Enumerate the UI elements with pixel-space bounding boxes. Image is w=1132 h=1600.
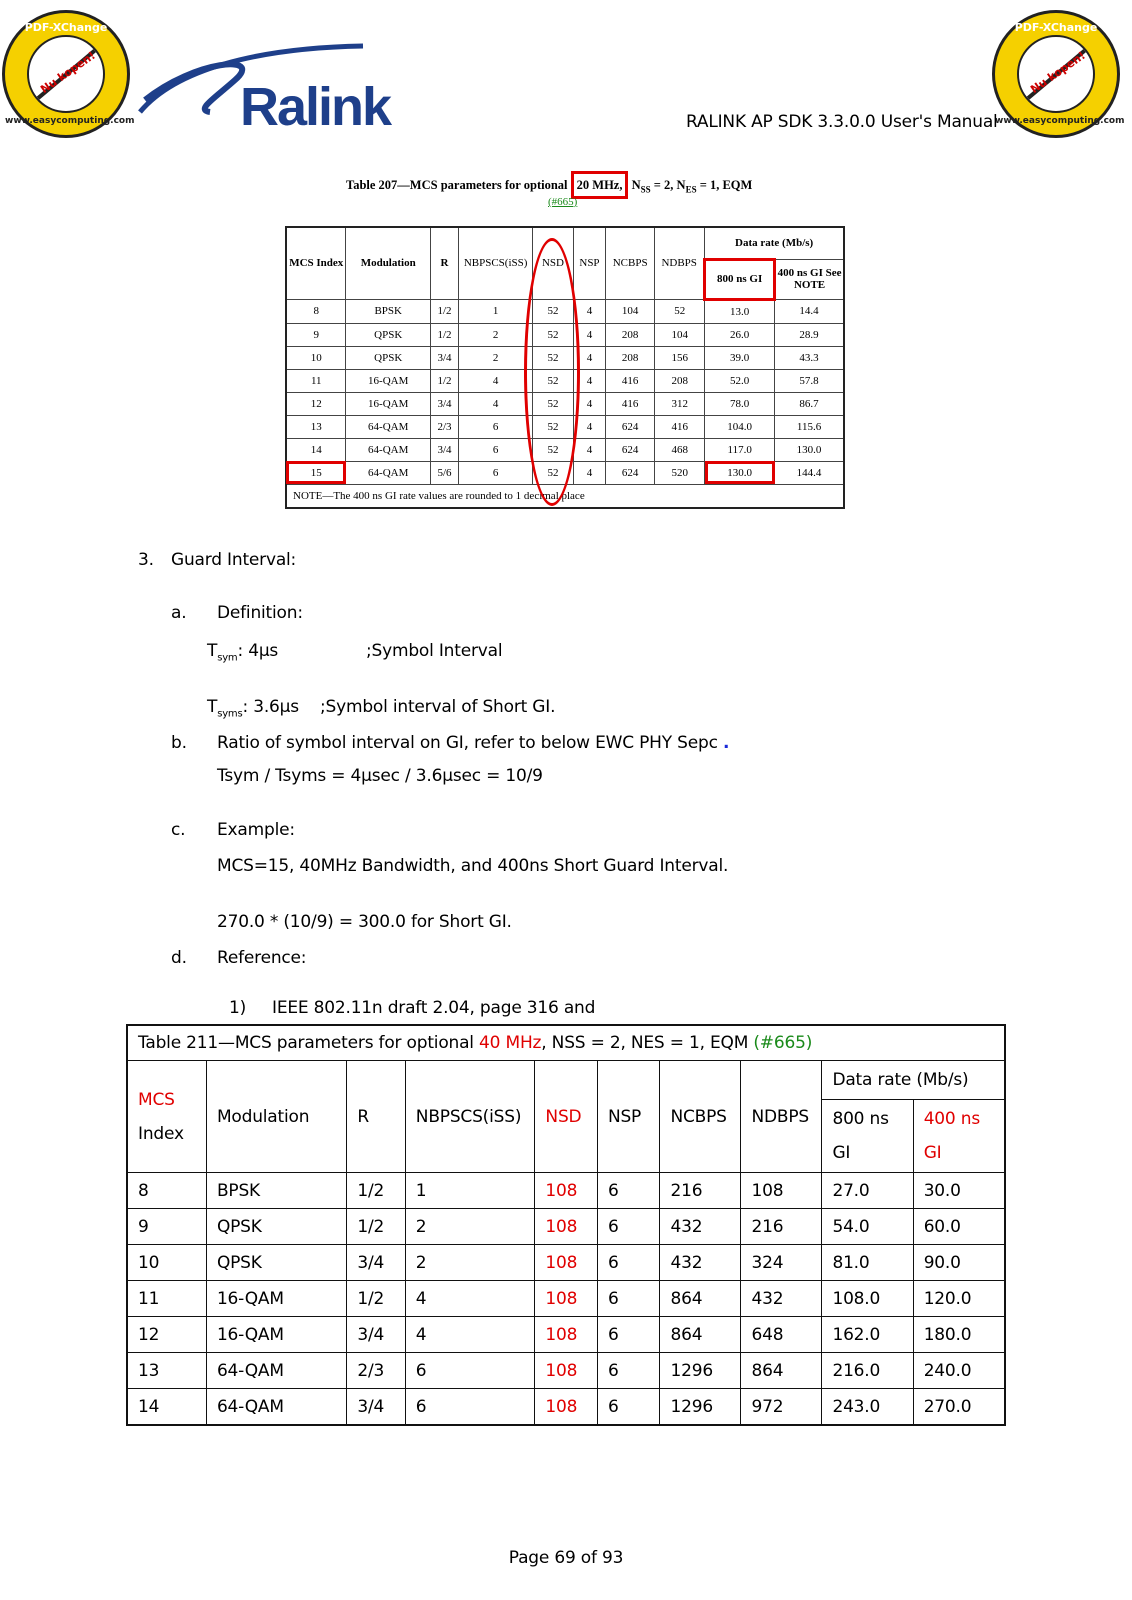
figure-table-cell: 3/4 bbox=[430, 392, 458, 415]
figure-table-cell: 6 bbox=[459, 415, 533, 438]
figure-table-cell: 416 bbox=[655, 415, 705, 438]
ratio-formula: Tsym / Tsyms = 4µsec / 3.6µsec = 10/9 bbox=[217, 766, 543, 786]
figure-table-cell: 144.4 bbox=[775, 461, 844, 484]
table-cell: 324 bbox=[741, 1245, 822, 1281]
figure-table-cell: 52 bbox=[533, 415, 574, 438]
table-cell: 14 bbox=[127, 1389, 206, 1426]
table-cell: 240.0 bbox=[913, 1353, 1005, 1389]
table-cell: 12 bbox=[127, 1317, 206, 1353]
fig-h-ncbps: NCBPS bbox=[606, 227, 655, 299]
ralink-logo: Ralink bbox=[240, 77, 391, 137]
fig-h-nbpscs: NBPSCS(iSS) bbox=[459, 227, 533, 299]
table-cell: 16-QAM bbox=[206, 1281, 346, 1317]
figure-table-cell: 1 bbox=[459, 299, 533, 323]
tsyms-description: ;Symbol interval of Short GI. bbox=[320, 697, 556, 717]
figure-table-cell: 520 bbox=[655, 461, 705, 484]
table-cell: BPSK bbox=[206, 1173, 346, 1209]
nsd-highlight-ellipse bbox=[524, 238, 580, 506]
table-cell: 64-QAM bbox=[206, 1389, 346, 1426]
badge-center bbox=[1017, 35, 1095, 113]
table-cell: 16-QAM bbox=[206, 1317, 346, 1353]
tsym-definition: $T_{sym}$: 4µs bbox=[207, 641, 279, 664]
fig-h-nsd: NSD bbox=[533, 227, 574, 299]
table-cell: 6 bbox=[597, 1353, 660, 1389]
table-cell: 243.0 bbox=[822, 1389, 913, 1426]
reference-1-number: 1) bbox=[229, 998, 247, 1018]
table-cell: 60.0 bbox=[913, 1209, 1005, 1245]
table-row bbox=[127, 1173, 1005, 1209]
figure-table-cell: QPSK bbox=[346, 346, 430, 369]
table-cell: 3/4 bbox=[347, 1317, 405, 1353]
table-cell: 864 bbox=[741, 1353, 822, 1389]
table-cell: 108 bbox=[535, 1173, 598, 1209]
fig-h-nsp: NSP bbox=[573, 227, 605, 299]
figure-table-cell: 312 bbox=[655, 392, 705, 415]
table-cell: 432 bbox=[660, 1245, 741, 1281]
figure-table-cell: 15 bbox=[286, 461, 346, 484]
figure-table-cell: 130.0 bbox=[705, 461, 775, 484]
fig-h-mod: Modulation bbox=[346, 227, 430, 299]
figure-caption-ref: (#665) bbox=[548, 196, 578, 208]
figure-table-cell: 4 bbox=[573, 438, 605, 461]
table-cell: 1296 bbox=[660, 1389, 741, 1426]
table-cell: 432 bbox=[660, 1209, 741, 1245]
table-cell: 108 bbox=[535, 1317, 598, 1353]
figure-table-cell: 52.0 bbox=[705, 369, 775, 392]
header-nsd: NSD bbox=[535, 1061, 598, 1173]
figure-table-cell: 468 bbox=[655, 438, 705, 461]
table-cell: 90.0 bbox=[913, 1245, 1005, 1281]
figure-table-cell: 208 bbox=[655, 369, 705, 392]
figure-table-cell: 11 bbox=[286, 369, 346, 392]
figure-table-cell: 156 bbox=[655, 346, 705, 369]
table-row bbox=[127, 1209, 1005, 1245]
table-cell: 1/2 bbox=[347, 1173, 405, 1209]
table-cell: 216 bbox=[660, 1173, 741, 1209]
figure-table-cell: 12 bbox=[286, 392, 346, 415]
figure-table-cell: 52 bbox=[533, 369, 574, 392]
header-modulation: Modulation bbox=[206, 1061, 346, 1173]
figure-table-cell: QPSK bbox=[346, 323, 430, 346]
fig-h-gi800: 800 ns GI bbox=[705, 259, 775, 299]
figure-table-cell: 52 bbox=[533, 392, 574, 415]
table-cell: 8 bbox=[127, 1173, 206, 1209]
badge-title: PDF-XChange bbox=[1014, 21, 1098, 34]
figure-table-cell: 130.0 bbox=[775, 438, 844, 461]
figure-table-cell: 64-QAM bbox=[346, 461, 430, 484]
table-row bbox=[127, 1389, 1005, 1426]
fig-h-mcs: MCS Index bbox=[286, 227, 346, 299]
figure-table-cell: 4 bbox=[573, 369, 605, 392]
item-b-number: b. bbox=[171, 733, 187, 753]
figure-table-cell: 43.3 bbox=[775, 346, 844, 369]
table-cell: 108 bbox=[535, 1389, 598, 1426]
table-cell: 2 bbox=[405, 1209, 535, 1245]
table-cell: 30.0 bbox=[913, 1173, 1005, 1209]
figure-table-cell: 104.0 bbox=[705, 415, 775, 438]
table-cell: 270.0 bbox=[913, 1389, 1005, 1426]
table-cell: 648 bbox=[741, 1317, 822, 1353]
table-cell: 108 bbox=[535, 1281, 598, 1317]
manual-title: RALINK AP SDK 3.3.0.0 User's Manual bbox=[686, 112, 998, 132]
figure-table-cell: 624 bbox=[606, 438, 655, 461]
caption-highlight: 20 MHz, bbox=[571, 171, 629, 199]
header-800ns-gi: 800 ns GI bbox=[822, 1100, 913, 1173]
figure-table-cell: 1/2 bbox=[430, 323, 458, 346]
figure-table-cell: 104 bbox=[606, 299, 655, 323]
figure-table-cell: 4 bbox=[459, 369, 533, 392]
badge-buy-label: Nu kopen! bbox=[1028, 48, 1088, 97]
tsyms-definition: $T_{syms}$: 3.6µs bbox=[207, 697, 299, 720]
reference-1-text: IEEE 802.11n draft 2.04, page 316 and bbox=[272, 998, 596, 1018]
item-3-heading: Guard Interval: bbox=[171, 550, 297, 570]
table-cell: 6 bbox=[597, 1245, 660, 1281]
figure-table-cell: 9 bbox=[286, 323, 346, 346]
figure-table-cell: 117.0 bbox=[705, 438, 775, 461]
header-ncbps: NCBPS bbox=[660, 1061, 741, 1173]
table-cell: 6 bbox=[597, 1173, 660, 1209]
figure-table-cell: 13.0 bbox=[705, 299, 775, 323]
table-cell: 162.0 bbox=[822, 1317, 913, 1353]
figure-table-cell: 2 bbox=[459, 346, 533, 369]
figure-table-cell: 2/3 bbox=[430, 415, 458, 438]
figure-table-cell: 3/4 bbox=[430, 346, 458, 369]
page-number: Page 69 of 93 bbox=[508, 1548, 624, 1568]
item-c-heading: Example: bbox=[217, 820, 295, 840]
figure-table-cell: 115.6 bbox=[775, 415, 844, 438]
figure-table-cell: 16-QAM bbox=[346, 392, 430, 415]
figure-table-cell: 16-QAM bbox=[346, 369, 430, 392]
caption-nss: $N_{SS} = 2$, $N_{ES} = 1$, EQM bbox=[631, 178, 753, 195]
table-cell: 3/4 bbox=[347, 1389, 405, 1426]
figure-table-cell: 78.0 bbox=[705, 392, 775, 415]
header-400ns-gi: 400 ns GI bbox=[913, 1100, 1005, 1173]
header-nbpscs: NBPSCS(iSS) bbox=[405, 1061, 535, 1173]
caption-prefix: Table 207—MCS parameters for optional bbox=[346, 178, 568, 192]
figure-table-cell: 1/2 bbox=[430, 369, 458, 392]
table-cell: 6 bbox=[597, 1281, 660, 1317]
figure-table-cell: 4 bbox=[459, 392, 533, 415]
tsym-description: ;Symbol Interval bbox=[366, 641, 503, 661]
table-cell: 108 bbox=[535, 1209, 598, 1245]
figure-table-cell: 39.0 bbox=[705, 346, 775, 369]
table-cell: 6 bbox=[405, 1389, 535, 1426]
badge-url: www.easycomputing.com bbox=[995, 116, 1125, 126]
item-b-text: Ratio of symbol interval on GI, refer to below EWC PHY Sepc . bbox=[217, 733, 730, 753]
figure-caption bbox=[346, 178, 752, 195]
figure-table-cell: 6 bbox=[459, 461, 533, 484]
header-mcs-index: MCS Index bbox=[127, 1061, 206, 1173]
fig-h-r: R bbox=[430, 227, 458, 299]
figure-table-cell: 64-QAM bbox=[346, 415, 430, 438]
table-cell: 10 bbox=[127, 1245, 206, 1281]
table-cell: 864 bbox=[660, 1317, 741, 1353]
table-cell: 432 bbox=[741, 1281, 822, 1317]
table-cell: 27.0 bbox=[822, 1173, 913, 1209]
figure-table-cell: 624 bbox=[606, 415, 655, 438]
table-cell: 4 bbox=[405, 1281, 535, 1317]
fig-h-ndbps: NDBPS bbox=[655, 227, 705, 299]
table-211-body bbox=[127, 1173, 1005, 1426]
figure-table-cell: 26.0 bbox=[705, 323, 775, 346]
pdf-xchange-badge-left[interactable] bbox=[2, 10, 135, 138]
figure-table-cell: BPSK bbox=[346, 299, 430, 323]
figure-table-cell: 64-QAM bbox=[346, 438, 430, 461]
example-line-1: MCS=15, 40MHz Bandwidth, and 400ns Short Guard Interval. bbox=[217, 856, 729, 876]
table-cell: 1/2 bbox=[347, 1209, 405, 1245]
header-ndbps: NDBPS bbox=[741, 1061, 822, 1173]
figure-table-cell: 4 bbox=[573, 392, 605, 415]
table-cell: 216 bbox=[741, 1209, 822, 1245]
figure-table-cell: 52 bbox=[533, 346, 574, 369]
table-211 bbox=[126, 1024, 1006, 1426]
table-211-caption: Table 211—MCS parameters for optional 40 MHz, NSS = 2, NES = 1, EQM (#665) bbox=[127, 1025, 1005, 1061]
badge-buy-label: Nu kopen! bbox=[38, 48, 98, 97]
badge-title: PDF-XChange bbox=[24, 21, 108, 34]
figure-table-cell: 28.9 bbox=[775, 323, 844, 346]
figure-table-cell: 13 bbox=[286, 415, 346, 438]
item-3-number: 3. bbox=[138, 550, 154, 570]
table-cell: 1296 bbox=[660, 1353, 741, 1389]
figure-table-cell: 104 bbox=[655, 323, 705, 346]
table-row bbox=[127, 1245, 1005, 1281]
figure-table-cell: 52 bbox=[533, 438, 574, 461]
table-cell: 180.0 bbox=[913, 1317, 1005, 1353]
table-cell: 54.0 bbox=[822, 1209, 913, 1245]
fig-h-gi400: 400 ns GI See NOTE bbox=[775, 259, 844, 299]
table-cell: 6 bbox=[597, 1317, 660, 1353]
figure-table-cell: 8 bbox=[286, 299, 346, 323]
table-cell: 4 bbox=[405, 1317, 535, 1353]
figure-table-cell: 52 bbox=[533, 299, 574, 323]
table-row bbox=[127, 1353, 1005, 1389]
table-cell: 1/2 bbox=[347, 1281, 405, 1317]
table-cell: 2 bbox=[405, 1245, 535, 1281]
figure-table-cell: 86.7 bbox=[775, 392, 844, 415]
table-cell: 13 bbox=[127, 1353, 206, 1389]
figure-table-cell: 1/2 bbox=[430, 299, 458, 323]
header-r: R bbox=[347, 1061, 405, 1173]
pdf-xchange-badge-right[interactable] bbox=[992, 10, 1125, 138]
figure-table-cell: 4 bbox=[573, 346, 605, 369]
figure-table-cell: 208 bbox=[606, 346, 655, 369]
example-line-2: 270.0 * (10/9) = 300.0 for Short GI. bbox=[217, 912, 512, 932]
figure-table-cell: 4 bbox=[573, 323, 605, 346]
table-cell: 9 bbox=[127, 1209, 206, 1245]
table-cell: QPSK bbox=[206, 1209, 346, 1245]
figure-note: NOTE—The 400 ns GI rate values are rounded to 1 decimal place bbox=[286, 484, 844, 508]
badge-url: www.easycomputing.com bbox=[5, 116, 135, 126]
table-cell: 11 bbox=[127, 1281, 206, 1317]
figure-table-cell: 52 bbox=[533, 323, 574, 346]
item-d-heading: Reference: bbox=[217, 948, 307, 968]
header-data-rate: Data rate (Mb/s) bbox=[822, 1061, 1005, 1100]
table-cell: 120.0 bbox=[913, 1281, 1005, 1317]
table-row bbox=[127, 1281, 1005, 1317]
figure-table-cell: 4 bbox=[573, 299, 605, 323]
figure-table-cell: 3/4 bbox=[430, 438, 458, 461]
figure-table-cell: 14 bbox=[286, 438, 346, 461]
table-cell: 64-QAM bbox=[206, 1353, 346, 1389]
figure-table-cell: 208 bbox=[606, 323, 655, 346]
table-cell: 3/4 bbox=[347, 1245, 405, 1281]
table-cell: 108.0 bbox=[822, 1281, 913, 1317]
figure-table-cell: 2 bbox=[459, 323, 533, 346]
figure-table-cell: 5/6 bbox=[430, 461, 458, 484]
figure-table-cell: 6 bbox=[459, 438, 533, 461]
table-cell: 972 bbox=[741, 1389, 822, 1426]
item-c-number: c. bbox=[171, 820, 186, 840]
table-cell: 216.0 bbox=[822, 1353, 913, 1389]
fig-h-rate: Data rate (Mb/s) bbox=[705, 227, 844, 259]
figure-table-cell: 416 bbox=[606, 392, 655, 415]
table-cell: 6 bbox=[597, 1209, 660, 1245]
table-cell: 2/3 bbox=[347, 1353, 405, 1389]
table-row bbox=[127, 1317, 1005, 1353]
table-cell: 1 bbox=[405, 1173, 535, 1209]
table-cell: 864 bbox=[660, 1281, 741, 1317]
table-cell: 108 bbox=[741, 1173, 822, 1209]
figure-table-cell: 52 bbox=[533, 461, 574, 484]
table-cell: 81.0 bbox=[822, 1245, 913, 1281]
item-a-heading: Definition: bbox=[217, 603, 303, 623]
figure-table-cell: 57.8 bbox=[775, 369, 844, 392]
figure-table-cell: 10 bbox=[286, 346, 346, 369]
item-d-number: d. bbox=[171, 948, 187, 968]
table-cell: QPSK bbox=[206, 1245, 346, 1281]
table-cell: 108 bbox=[535, 1353, 598, 1389]
table-cell: 6 bbox=[405, 1353, 535, 1389]
figure-table-cell: 416 bbox=[606, 369, 655, 392]
badge-center bbox=[27, 35, 105, 113]
figure-table-cell: 624 bbox=[606, 461, 655, 484]
figure-table-cell: 52 bbox=[655, 299, 705, 323]
item-a-number: a. bbox=[171, 603, 187, 623]
table-cell: 108 bbox=[535, 1245, 598, 1281]
figure-table-cell: 4 bbox=[573, 415, 605, 438]
table-cell: 6 bbox=[597, 1389, 660, 1426]
figure-table-cell: 4 bbox=[573, 461, 605, 484]
header-nsp: NSP bbox=[597, 1061, 660, 1173]
figure-table-cell: 14.4 bbox=[775, 299, 844, 323]
